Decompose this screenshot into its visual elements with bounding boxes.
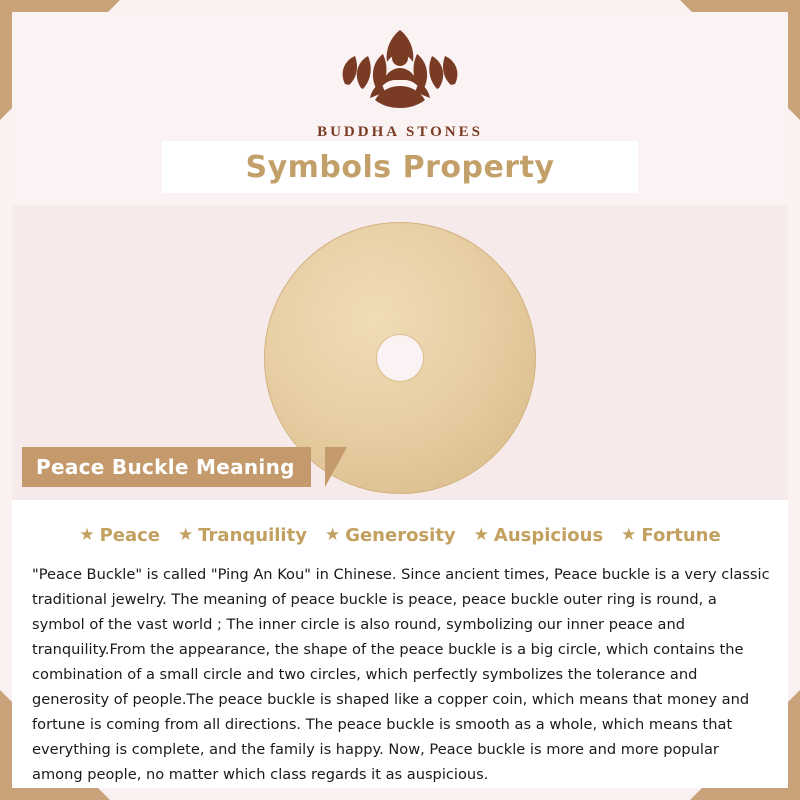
section-ribbon-label: Peace Buckle Meaning (36, 455, 295, 479)
keyword-item (621, 525, 721, 546)
lotus-meditation-icon (325, 22, 475, 120)
keyword-item (474, 525, 604, 546)
keyword-list (0, 525, 800, 546)
section-ribbon-tail (325, 447, 347, 487)
peace-buckle-hole (376, 334, 424, 382)
star-icon: ★ (473, 525, 489, 545)
star-icon: ★ (621, 525, 637, 545)
brand-name: BUDDHA STONES (317, 124, 483, 140)
keyword-item (178, 525, 307, 546)
keyword-item (325, 525, 456, 546)
star-icon: ★ (324, 525, 341, 545)
brand-logo (0, 22, 800, 141)
page-title-band (162, 141, 638, 193)
keyword-label: Generosity (345, 525, 456, 546)
keyword-label: Tranquility (198, 525, 307, 546)
star-icon: ★ (178, 525, 194, 545)
star-icon: ★ (79, 525, 95, 545)
page-title: Symbols Property (245, 149, 555, 185)
description-text: "Peace Buckle" is called "Ping An Kou" in Chinese. Since ancient times, Peace buckle is a very classic traditional jewelry. The meaning of peace buckle is peace, peace buckle outer ring is round, a symbol of the vast world ; The inner circle is also round, symbolizing our inner peace and tranquility.From the appearance, the shape of the peace buckle is a big circle, which contains the combination of a small circle and two circles, which perfectly symbolizes the tolerance and generosity of people.The peace buckle is shaped like a copper coin, which means that money and fortune is coming from all directions. The peace buckle is smooth as a whole, which means that everything is complete, and the family is happy. Now, Peace buckle is more and more popular among people, no matter which class regards it as auspicious. (32, 566, 770, 783)
keyword-label: Peace (99, 525, 160, 546)
keyword-item (79, 525, 160, 546)
keyword-label: Fortune (641, 525, 721, 546)
section-ribbon (22, 447, 311, 487)
keyword-label: Auspicious (493, 525, 604, 546)
